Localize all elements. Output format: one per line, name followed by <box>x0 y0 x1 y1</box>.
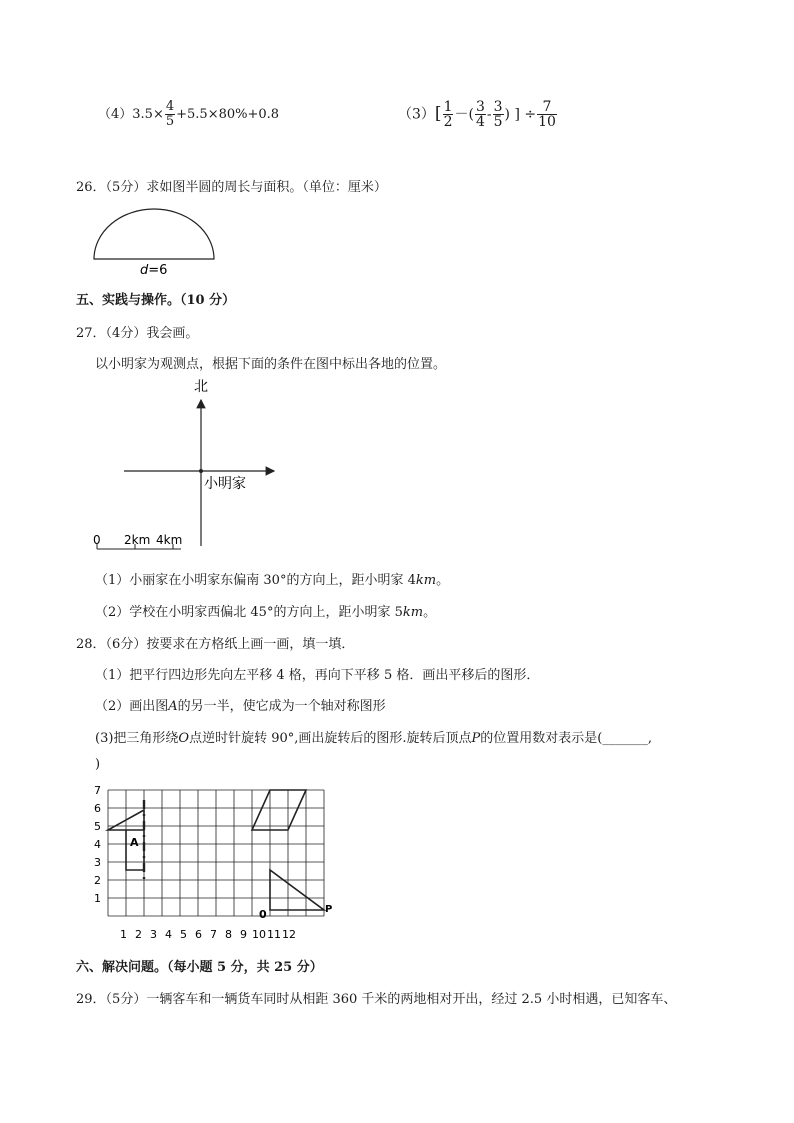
problem-29-text: 29．（5分）一辆客车和一辆货车同时从相距 360 千米的两地相对开出，经过 2.5 小时相遇，已知客车、 <box>76 992 677 1007</box>
unit: km <box>415 573 437 588</box>
var: P <box>471 731 481 746</box>
minus-paren: －( <box>454 106 474 123</box>
part-label: （4） <box>98 107 133 122</box>
fraction-1 <box>443 100 454 129</box>
problem-27-item-2 <box>95 601 436 620</box>
scale-label-4km: 4km <box>156 533 183 547</box>
grid-x-label: 1 <box>120 928 127 941</box>
semicircle-figure <box>90 205 220 277</box>
grid-x-label: 10 <box>252 928 266 941</box>
grid-y-label: 6 <box>94 802 101 815</box>
problem-27-intro: 以小明家为观测点，根据下面的条件在图中标出各地的位置。 <box>95 357 447 372</box>
item-text: （1）小丽家在小明家东偏南 30°的方向上，距小明家 4 <box>95 573 416 588</box>
item-text: (3)把三角形绕 <box>95 731 179 746</box>
numerator: 7 <box>537 100 557 115</box>
grid-x-label: 5 <box>180 928 187 941</box>
diameter-label: d=6 <box>140 263 168 277</box>
grid-x-label: 4 <box>165 928 172 941</box>
expr-post: +5.5×80%+0.8 <box>176 107 280 122</box>
open-bracket: [ <box>434 103 442 124</box>
problem-28-heading: 28．（6分）按要求在方格纸上画一画，填一填． <box>76 637 355 652</box>
minus: - <box>486 106 492 123</box>
point-o-label: 0 <box>259 908 267 921</box>
punct: 。 <box>436 573 450 588</box>
denominator: 4 <box>475 114 485 130</box>
close-divide: ) ] ÷ <box>504 106 537 123</box>
numerator: 3 <box>493 99 503 115</box>
problem-26-text: 26．（5分）求如图半圆的周长与面积。（单位：厘米） <box>76 180 387 195</box>
var: A <box>168 699 178 714</box>
part-label: （3） <box>398 106 435 123</box>
grid-x-label: 7 <box>210 928 217 941</box>
item-text: （2）学校在小明家西偏北 45°的方向上，距小明家 5 <box>95 605 403 620</box>
origin-point <box>199 469 203 473</box>
direction-diagram <box>88 372 288 554</box>
numerator: 3 <box>475 99 485 115</box>
grid-x-labels <box>120 928 296 941</box>
grid-lines <box>108 790 324 916</box>
grid-y-label: 3 <box>94 856 101 869</box>
denominator: 2 <box>443 114 453 130</box>
item-text: （2）画出图 <box>95 699 169 714</box>
item-text: 的另一半，使它成为一个轴对称图形 <box>177 699 386 714</box>
scale-label-2km: 2km <box>124 533 151 547</box>
grid-y-label: 4 <box>94 838 101 851</box>
scale-bar <box>93 533 182 549</box>
semicircle-arc <box>94 209 214 259</box>
grid-x-label: 9 <box>240 928 247 941</box>
problem-28-item-3 <box>95 727 652 746</box>
denominator: 5 <box>165 114 175 129</box>
section-5-title: 五、实践与操作。（10 分） <box>76 293 236 308</box>
var: O <box>178 731 190 746</box>
problem-25-part-3 <box>398 100 558 129</box>
problem-28-item-3-close: ) <box>95 757 101 772</box>
fraction-3 <box>493 100 504 129</box>
grid-x-label: 6 <box>195 928 202 941</box>
parallelogram <box>252 790 306 830</box>
item-text: 的位置用数对表示是(_______, <box>480 731 653 746</box>
item-text: 点逆时针旋转 90°,画出旋转后的图形.旋转后顶点 <box>189 731 472 746</box>
origin-label: 小明家 <box>204 476 246 492</box>
problem-27-heading: 27．（4分）我会画。 <box>76 326 199 341</box>
numerator: 1 <box>443 99 453 115</box>
grid-figure <box>90 782 340 952</box>
grid-y-label: 1 <box>94 892 101 905</box>
expr-pre: 3.5× <box>132 107 164 122</box>
problem-28-item-1: （1）把平行四边形先向左平移 4 格，再向下平移 5 格．画出平移后的图形． <box>95 668 540 683</box>
north-label: 北 <box>194 379 208 395</box>
grid-y-label: 7 <box>94 784 101 797</box>
grid-y-labels <box>94 784 101 905</box>
problem-28-item-2 <box>95 695 386 714</box>
problem-25-part-4 <box>98 100 279 129</box>
grid-x-label: 8 <box>225 928 232 941</box>
punct: 。 <box>423 605 437 620</box>
denominator: 5 <box>493 114 503 130</box>
grid-x-label: 3 <box>150 928 157 941</box>
fraction-2 <box>475 100 486 129</box>
unit: km <box>402 605 424 620</box>
triangle <box>270 870 324 910</box>
problem-27-item-1 <box>95 569 449 588</box>
denominator: 10 <box>538 114 556 130</box>
grid-y-label: 2 <box>94 874 101 887</box>
grid-x-label: 2 <box>135 928 142 941</box>
fraction <box>165 100 175 129</box>
section-6-title: 六、解决问题。（每小题 5 分，共 25 分） <box>76 960 323 975</box>
point-p-label: P <box>325 904 333 915</box>
grid-x-label: 12 <box>282 928 296 941</box>
numerator: 4 <box>165 99 175 114</box>
grid-x-label: 11 <box>267 928 281 941</box>
fraction-4 <box>537 100 557 129</box>
scale-label-0: 0 <box>93 533 101 547</box>
shape-a-label: A <box>130 836 139 849</box>
grid-y-label: 5 <box>94 820 101 833</box>
